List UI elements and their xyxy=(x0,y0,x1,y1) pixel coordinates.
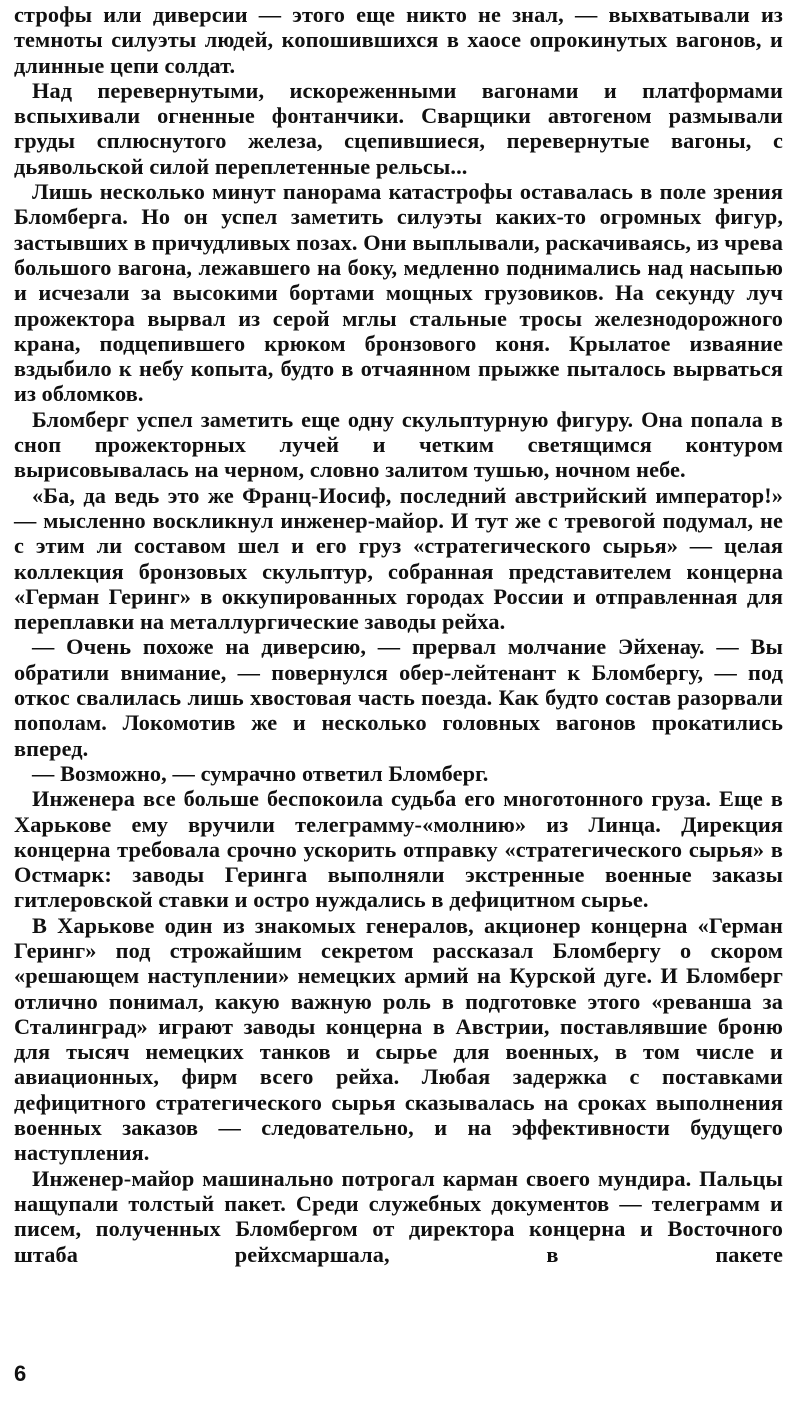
book-page-text xyxy=(14,2,783,1267)
paragraph: Бломберг успел заметить еще одну скульптурную фигуру. Она попала в сноп прожекторных лучей и четким светящимся контуром вырисовывалась на черном, словно залитом тушью, ночном небе. xyxy=(14,406,783,483)
page-number: 6 xyxy=(14,1361,27,1386)
paragraph: строфы или диверсии — этого еще никто не знал, — выхватывали из темноты силуэты людей, копошившихся в хаосе опрокинутых вагонов, и длинные цепи солдат. xyxy=(14,2,783,78)
paragraph: — Возможно, — сумрачно ответил Бломберг. xyxy=(32,760,489,786)
paragraph: «Ба, да ведь это же Франц-Иосиф, последний австрийский император!» — мысленно воскликнул инженер-майор. И тут же с тревогой подумал, не с этим ли составом шел и его груз «стратегического сырья» — целая коллекция бронзовых скульптур, собранная представителем концерна «Герман Геринг» в оккупированных городах России и отправленная для переплавки на металлургические заводы рейха. xyxy=(14,482,783,635)
paragraph: Лишь несколько минут панорама катастрофы оставалась в поле зрения Бломберга. Но он успел заметить силуэты каких-то огромных фигур, застывших в причудливых позах. Они выплывали, раскачиваясь, из чрева большого вагона, лежавшего на боку, медленно поднимались над насыпью и исчезали за высокими бортами мощных грузовиков. На секунду луч прожектора вырвал из серой мглы стальные тросы железнодорожного крана, подцепившего крюком бронзового коня. Крылатое изваяние вздыбило к небу копыта, будто в отчаянном прыжке пыталось вырваться из обломков. xyxy=(14,179,783,407)
paragraph: — Очень похоже на диверсию, — прервал молчание Эйхенау. — Вы обратили внимание, — повернулся обер-лейтенант к Бломбергу, — под откос свалилась лишь хвостовая часть поезда. Как будто состав разорвали пополам. Локомотив же и несколько головных вагонов прокатились вперед. xyxy=(14,634,783,761)
paragraph: Инженера все больше беспокоила судьба его многотонного груза. Еще в Харькове ему вручили телеграмму-«молнию» из Линца. Дирекция концерна требовала срочно ускорить отправку «стратегического сырья» в Остмарк: заводы Геринга выполняли экстренные военные заказы гитлеровской ставки и остро нуждались в дефицитном сырье. xyxy=(14,786,783,913)
paragraph: В Харькове один из знакомых генералов, акционер концерна «Герман Геринг» под строжайшим секретом рассказал Бломбергу о скором «решающем наступлении» немецких армий на Курской дуге. И Бломберг отлично понимал, какую важную роль в подготовке этого «реванша за Сталинград» играют заводы концерна в Австрии, поставлявшие броню для тысяч немецких танков и сырье для военных, в том числе и авиационных, фирм всего рейха. Любая задержка с поставками дефицитного стратегического сырья сказывалась на сроках выполнения военных заказов — следовательно, и на эффективности будущего наступления. xyxy=(14,912,783,1166)
paragraph: Над перевернутыми, искореженными вагонами и платформами вспыхивали огненные фонтанчики. Сварщики автогеном размывали груды сплюснутого железа, сцепившиеся, перевернутые вагоны, с дьявольской силой переплетенные рельсы... xyxy=(14,77,783,179)
paragraph: Инженер-майор машинально потрогал карман своего мундира. Пальцы нащупали толстый пакет. Среди служебных документов — телеграмм и писем, полученных Бломбергом от директора концерна и Восточного штаба рейхсмаршала, в пакете xyxy=(14,1165,783,1267)
